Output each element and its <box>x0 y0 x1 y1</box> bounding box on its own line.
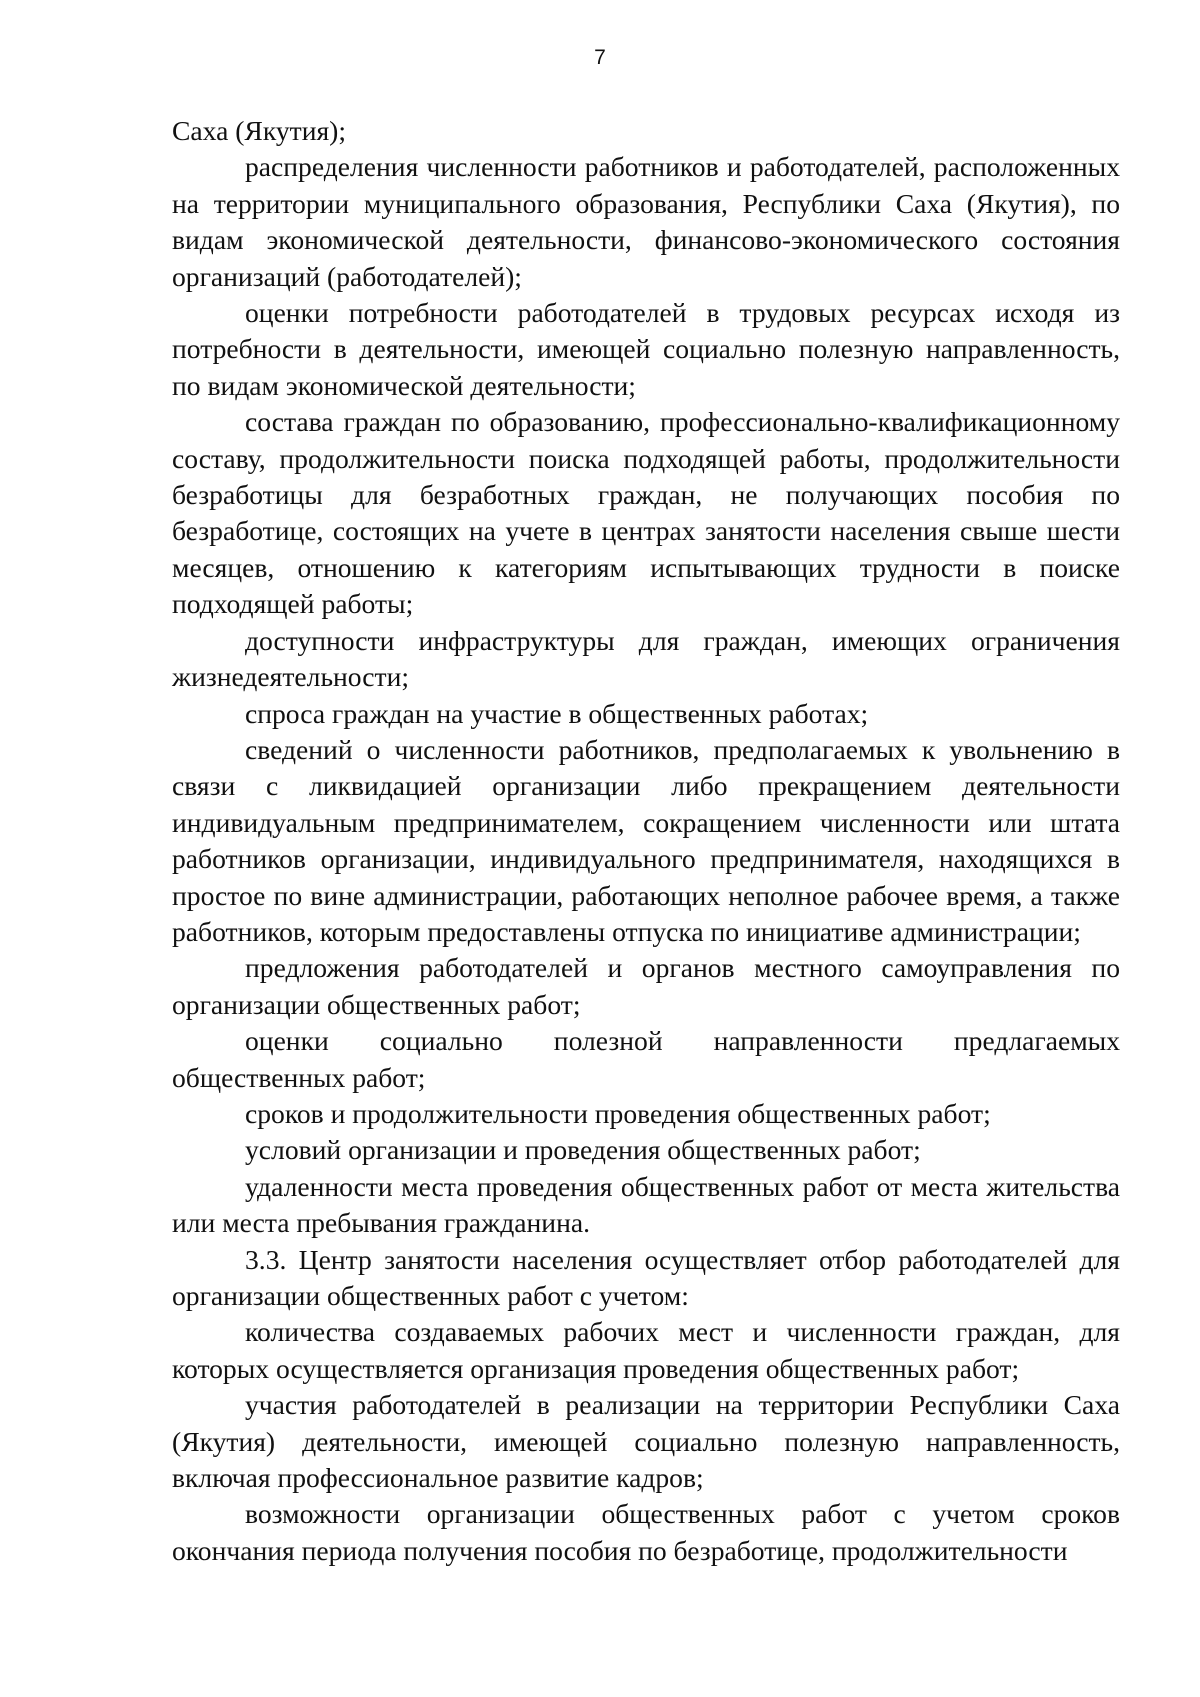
paragraph: Саха (Якутия); <box>172 115 347 146</box>
paragraph: состава граждан по образованию, профессионально-квалификационному составу, продолжительности поиска подходящей работы, продолжительности безработицы для безработных граждан, не получающих пособия по безработице, состоящих на учете в центрах занятости населения свыше шести месяцев, отношению к категориям испытывающих трудности в поиске подходящей работы; <box>172 406 1120 620</box>
paragraph: предложения работодателей и органов местного самоуправления по организации общественных работ; <box>172 952 1120 1020</box>
paragraph: распределения численности работников и работодателей, расположенных на территории муниципального образования, Республики Саха (Якутия), по видам экономической деятельности, финансово-экономического состояния организаций (работодателей); <box>172 151 1120 292</box>
paragraph: оценки социально полезной направленности предлагаемых общественных работ; <box>172 1025 1120 1093</box>
paragraph: оценки потребности работодателей в трудовых ресурсах исходя из потребности в деятельности, имеющей социально полезную направленность, по видам экономической деятельности; <box>172 297 1120 401</box>
paragraph: спроса граждан на участие в общественных работах; <box>245 697 869 729</box>
paragraph: участия работодателей в реализации на территории Республики Саха (Якутия) деятельности, имеющей социально полезную направленность, включая профессиональное развитие кадров; <box>172 1389 1120 1494</box>
paragraph: условий организации и проведения общественных работ; <box>245 1134 921 1166</box>
page-number: 7 <box>594 46 606 69</box>
paragraph: удаленности места проведения общественных работ от места жительства или места пребывания гражданина. <box>172 1170 1120 1239</box>
paragraph: 3.3. Центр занятости населения осуществляет отбор работодателей для организации общественных работ с учетом: <box>172 1243 1120 1311</box>
paragraph: сроков и продолжительности проведения общественных работ; <box>245 1097 991 1129</box>
paragraph: доступности инфраструктуры для граждан, имеющих ограничения жизнедеятельности; <box>172 624 1120 693</box>
document-body <box>172 113 1120 1569</box>
paragraph: сведений о численности работников, предполагаемых к увольнению в связи с ликвидацией организации либо прекращением деятельности индивидуальным предпринимателем, сокращением численности или штата работников организации, индивидуального предпринимателя, находящихся в простое по вине администрации, работающих неполное рабочее время, а также работников, которым предоставлены отпуска по инициативе администрации; <box>172 733 1120 947</box>
paragraph: возможности организации общественных работ с учетом сроков окончания периода получения пособия по безработице, продолжительности <box>172 1498 1120 1566</box>
paragraph: количества создаваемых рабочих мест и численности граждан, для которых осуществляется организация проведения общественных работ; <box>172 1316 1120 1384</box>
